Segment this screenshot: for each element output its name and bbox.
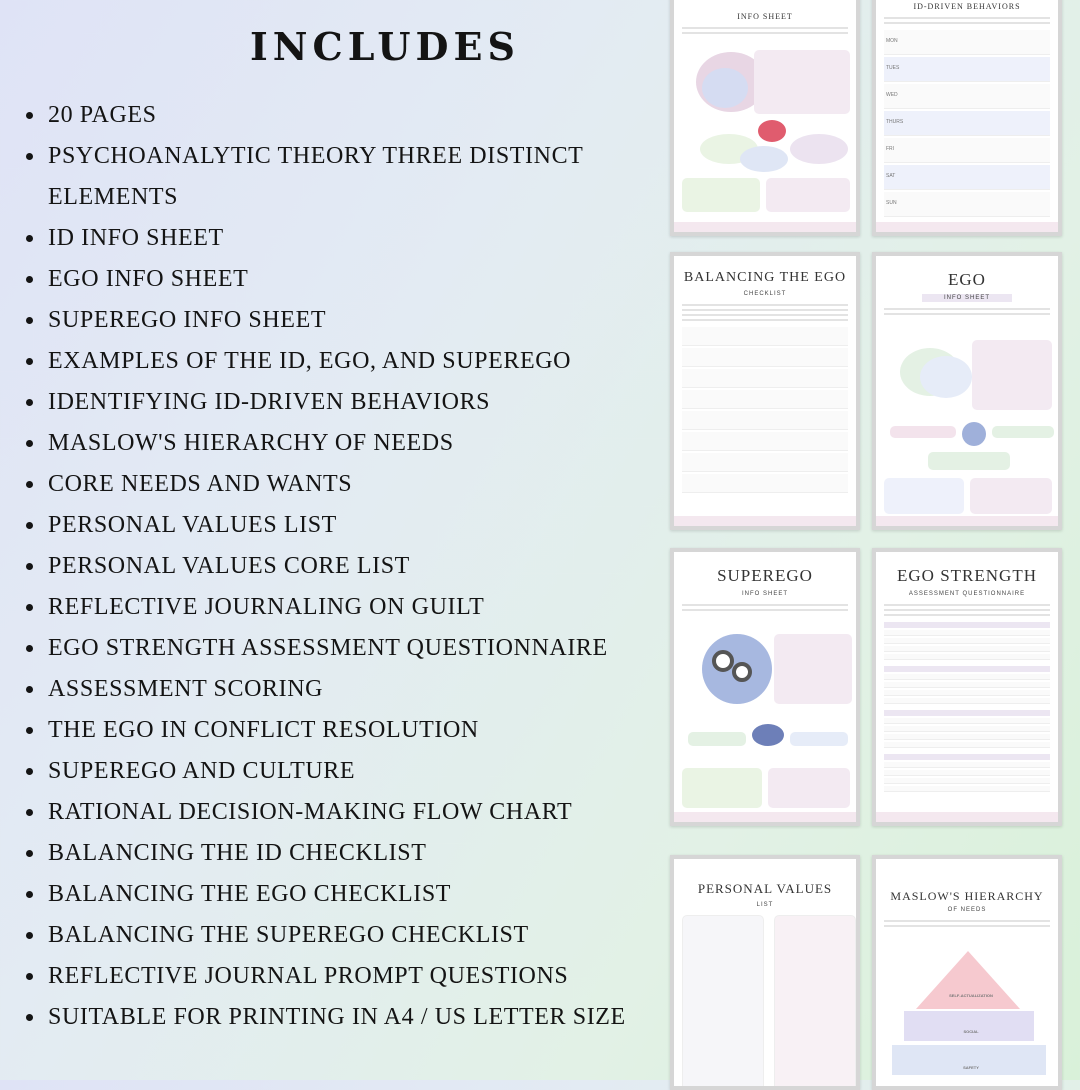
checklist-row xyxy=(682,474,848,493)
question-row xyxy=(884,770,1050,776)
question-row xyxy=(884,682,1050,688)
includes-item: PERSONAL VALUES CORE LIST xyxy=(22,546,662,587)
includes-item: IDENTIFYING ID-DRIVEN BEHAVIORS xyxy=(22,382,662,423)
day-row xyxy=(884,111,1050,136)
day-row xyxy=(884,192,1050,217)
checklist-row xyxy=(682,369,848,388)
checklist-row xyxy=(682,390,848,409)
day-row xyxy=(884,57,1050,82)
includes-item: CORE NEEDS AND WANTS xyxy=(22,464,662,505)
question-row xyxy=(884,654,1050,660)
question-row xyxy=(884,718,1050,724)
question-row xyxy=(884,742,1050,748)
question-row xyxy=(884,698,1050,704)
maslow-level-label: SAFETY xyxy=(963,1065,979,1070)
day-row xyxy=(884,84,1050,109)
checklist-row xyxy=(682,348,848,367)
section-header xyxy=(884,666,1050,672)
question-row xyxy=(884,762,1050,768)
day-row xyxy=(884,30,1050,55)
section-header xyxy=(884,622,1050,628)
thumb-title: EGO xyxy=(948,270,986,289)
thumb-title: BALANCING THE EGO xyxy=(683,270,847,285)
day-row xyxy=(884,165,1050,190)
thumb-title: MASLOW'S HIERARCHY xyxy=(890,889,1044,903)
thumb-title: PERSONAL VALUES xyxy=(697,881,833,896)
day-label: WED xyxy=(886,92,898,98)
day-label: THURS xyxy=(886,119,904,125)
includes-item: PSYCHOANALYTIC THEORY THREE DISTINCT xyxy=(22,136,662,177)
thumb-title: EGO STRENGTH xyxy=(897,566,1037,585)
question-row xyxy=(884,638,1050,644)
thumb-subtitle: OF NEEDS xyxy=(947,907,987,913)
maslow-level-label: SOCIAL xyxy=(963,1029,979,1034)
question-row xyxy=(884,646,1050,652)
question-row xyxy=(884,734,1050,740)
day-label: SAT xyxy=(886,173,896,179)
day-label: FRI xyxy=(886,146,895,152)
includes-item: EXAMPLES OF THE ID, EGO, AND SUPEREGO xyxy=(22,341,662,382)
includes-item: THE EGO IN CONFLICT RESOLUTION xyxy=(22,710,662,751)
day-label: TUES xyxy=(886,65,900,71)
checklist-row xyxy=(682,453,848,472)
includes-item: EGO STRENGTH ASSESSMENT QUESTIONNAIRE xyxy=(22,628,662,669)
checklist-row xyxy=(682,432,848,451)
question-row xyxy=(884,630,1050,636)
day-label: SUN xyxy=(886,200,897,206)
thumbnail-id-driven-behaviors xyxy=(872,0,1062,236)
includes-item: BALANCING THE EGO CHECKLIST xyxy=(22,874,662,915)
includes-list xyxy=(22,95,662,1038)
section-header xyxy=(884,710,1050,716)
thumbnail-superego-info-sheet xyxy=(670,548,860,826)
thumb-subtitle: LIST xyxy=(756,902,774,908)
question-row xyxy=(884,690,1050,696)
thumb-title: INFO SHEET xyxy=(737,12,793,21)
includes-item: ASSESSMENT SCORING xyxy=(22,669,662,710)
section-header xyxy=(884,754,1050,760)
includes-item: BALANCING THE ID CHECKLIST xyxy=(22,833,662,874)
includes-item: EGO INFO SHEET xyxy=(22,259,662,300)
includes-item: REFLECTIVE JOURNALING ON GUILT xyxy=(22,587,662,628)
includes-item: 20 PAGES xyxy=(22,95,662,136)
page-title: INCLUDES xyxy=(250,24,520,69)
thumbnail-balancing-the-ego xyxy=(670,252,860,530)
thumb-subtitle: INFO SHEET xyxy=(922,294,1012,302)
includes-item: MASLOW'S HIERARCHY OF NEEDS xyxy=(22,423,662,464)
includes-item: RATIONAL DECISION-MAKING FLOW CHART xyxy=(22,792,662,833)
day-label: MON xyxy=(886,38,898,44)
checklist-row xyxy=(682,327,848,346)
thumbnail-maslow-hierarchy xyxy=(872,855,1062,1090)
thumb-title: ID-DRIVEN BEHAVIORS xyxy=(913,2,1021,11)
includes-item: SUPEREGO INFO SHEET xyxy=(22,300,662,341)
question-row xyxy=(884,778,1050,784)
includes-item: PERSONAL VALUES LIST xyxy=(22,505,662,546)
thumb-subtitle: CHECKLIST xyxy=(743,291,787,297)
includes-item: ID INFO SHEET xyxy=(22,218,662,259)
includes-item: ELEMENTS xyxy=(48,184,179,210)
question-row xyxy=(884,726,1050,732)
thumb-subtitle: ASSESSMENT QUESTIONNAIRE xyxy=(908,591,1026,597)
includes-item: BALANCING THE SUPEREGO CHECKLIST xyxy=(22,915,662,956)
thumb-subtitle: INFO SHEET xyxy=(741,591,788,597)
includes-item: SUITABLE FOR PRINTING IN A4 / US LETTER SIZE xyxy=(22,997,662,1038)
includes-item: REFLECTIVE JOURNAL PROMPT QUESTIONS xyxy=(22,956,662,997)
thumbnail-id-info-sheet xyxy=(670,0,860,236)
includes-item: SUPEREGO AND CULTURE xyxy=(22,751,662,792)
maslow-level-label: SELF-ACTUALIZATION xyxy=(949,993,993,998)
thumbnail-ego-info-sheet xyxy=(872,252,1062,530)
day-row xyxy=(884,138,1050,163)
question-row xyxy=(884,786,1050,792)
question-row xyxy=(884,674,1050,680)
thumbnail-ego-strength xyxy=(872,548,1062,826)
checklist-row xyxy=(682,411,848,430)
thumbnail-personal-values xyxy=(670,855,860,1090)
thumb-title: SUPEREGO xyxy=(717,566,813,585)
